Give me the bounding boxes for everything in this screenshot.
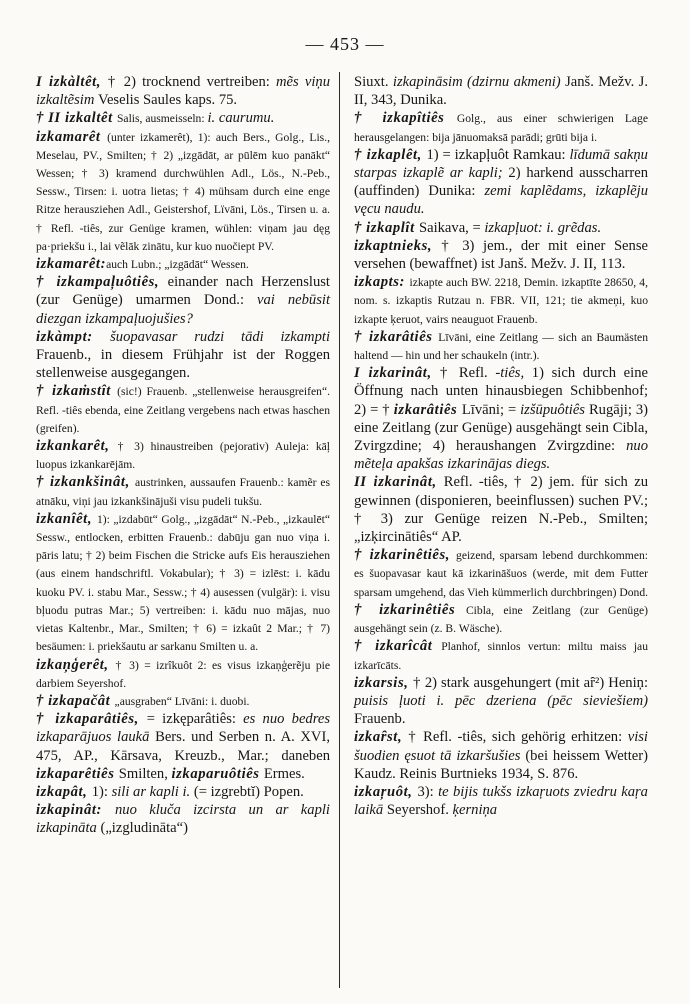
entry-headword: izkankarêt, (36, 438, 118, 455)
entry-text: Planhof, sinnlos vertun: miltu maiss jau izkarīcāts. (354, 640, 648, 672)
entry-text: Cibla, eine Zeitlang (zur Genüge) ausgehängt sein (z. B. Wäsche). (354, 603, 648, 636)
entry-headword: izkaptnieks, (354, 237, 442, 254)
entry-text: Frauenb., in diesem Frühjahr ist der Roggen stellenweise ausgegangen. (36, 347, 330, 382)
entry-headword: I izkàltêt, (36, 74, 108, 90)
dictionary-entry (354, 109, 648, 145)
dictionary-entry (354, 364, 648, 473)
entry-text: Bers. und Serben n. A. XVI, 475, AP., Kārsava, Kreuzb., Mar.; daneben (36, 729, 330, 764)
dictionary-entry (354, 73, 648, 109)
dictionary-entry (36, 255, 330, 273)
entry-headword: izkarsis, (354, 674, 414, 691)
entry-headword: izkapinât: (36, 802, 115, 819)
dictionary-entry (354, 546, 648, 601)
entry-headword: † II izkaltêt (36, 110, 117, 127)
entry-headword: izkaparuôtiês (171, 765, 264, 782)
entry-text: šuopavasar rudzi tādi izkampti (110, 328, 330, 345)
entry-text: (bei heissem Wetter) Kaudz. Reinis Burtnieks 1934, S. 876. (354, 747, 648, 782)
entry-text: Seyershof. (386, 802, 453, 819)
entry-text: nuo mẽteļa apakšas izkarinājas diegs. (354, 438, 648, 473)
entry-text: sili ar kapli i. (111, 783, 194, 800)
entry-text: = izkęparâtiês: (146, 711, 244, 728)
dictionary-entry (36, 510, 330, 656)
entry-headword: † izkaṁstît (36, 383, 118, 400)
entry-text: (sic!) Frauenb. „stellenweise herausgreifen“. Refl. -tiês ebenda, eine Zeitlang vergebens nach etwas haschen (greifen). (36, 385, 330, 435)
dictionary-entry (354, 146, 648, 219)
entry-text: † Refl. (439, 365, 496, 382)
entry-text: izšūpuôtiês (520, 401, 589, 418)
entry-text: † 3) jem., der mit einer Sense versehen (bewaffnet) ist Janš. Mežv. J. II, 113. (354, 237, 648, 273)
entry-text: einander nach Herzenslust (zur Genüge) umarmen Dond.: (36, 274, 330, 309)
entry-text: † 2) stark ausgehungert (mit aȓ²) Heniņ: (413, 674, 649, 691)
entry-headword: izkaȓst, (354, 729, 409, 746)
entry-text: austrinken, aussaufen Frauenb.: kamẽr es atnāku, viņi jau izkankšinājuši visu pudeli tukšu. (36, 476, 330, 508)
entry-text: i. caurumu. (207, 110, 275, 127)
entry-text: Līvāni; = (461, 401, 521, 418)
entry-text: vai nebūsit diezgan izkampaļuojušies? (36, 292, 331, 327)
right-column (354, 73, 648, 819)
entry-headword: † izkaparâtiês, (36, 711, 147, 728)
entry-text: visi šuodien ęsuot tā izkaršušies (354, 729, 648, 764)
entry-text: geizend, sparsam lebend durchkommen: es šuopavasar kaut kā izkarināšuos (werde, mit dem Futter sparsam umgehend, das Vieh kümmerlich durchbringen) Dond. (354, 549, 649, 599)
entry-headword: † izkapačât (36, 692, 115, 709)
entry-text: („izgludināta“) (100, 820, 188, 837)
entry-text: Refl. -tiês, † 2) jem. für sich zu gewinnen (disponieren, beeinflussen) suchen PV.; † 3) zur Genüge reizen N.-Peb., Smilten; „izķircinātiês“ AP. (354, 474, 649, 546)
entry-text: 2) harkend ausscharren (auffinden) Dunika: (354, 165, 648, 200)
entry-headword: † izkarinêtiês, (354, 547, 457, 564)
dictionary-entry (36, 473, 330, 509)
entry-headword: † izkarinêtiês (354, 601, 466, 618)
dictionary-entry (354, 783, 648, 819)
entry-text: (unter izkamerêt), 1): auch Bers., Golg., Lis., Meselau, PV., Smilten; † 2) „izgādāt, ar pūlēm kuo panākt“ Wessen; † 3) kramend durchwühlen Adl., Lös., N.-Peb., Sessw., Tirsen: i. uotra lietas; † 4) mühsam durch eine enge Ritze herausziehen Adl., Geistershof, Lïvāni, Lös., Tirsen u. a. † Refl. -tiês, zur Genüge kramen, wühlen: viņam jau dęg pa·priekšu i., lai vẽlāk zinātu, kur kuo nuočiept PV. (36, 130, 330, 253)
entry-text: zemi kaplẽdams, izkaplẽju vęcu naudu. (354, 183, 648, 218)
entry-text: te bijis tukšs izkaŗuots zviedru kaŗa laikā (354, 783, 648, 819)
dictionary-entry (354, 674, 648, 729)
dictionary-entry (354, 473, 648, 546)
entry-text: Golg., aus einer schwierigen Lage herausgelangen: bija jānuomaksā parādi; grūti bija i. (354, 112, 649, 144)
entry-headword: izkapts: (354, 274, 410, 291)
entry-headword: † izkaplêt, (354, 146, 427, 163)
entry-text: 1): (91, 783, 112, 800)
entry-text: † Refl. -tiês, sich gehörig erhitzen: (408, 729, 628, 746)
dictionary-entry (354, 637, 648, 673)
entry-headword: † izkaplît (354, 219, 419, 236)
entry-text: puisis ļuoti i. pēc dzeriena (pēc sieviešiem) (354, 692, 648, 709)
entry-text: (= izgrebtĭ) Popen. (193, 783, 304, 800)
entry-headword: † izkampaļuôtiês, (36, 274, 168, 291)
entry-text: Rugāji; 3) eine Zeitlang (zur Genüge) ausgehängt sein Cibla, Zvirgzdine; 4) heraushangen Zvirgzdine: (354, 401, 648, 455)
entry-headword: izkaŗuôt, (354, 783, 418, 800)
entry-text: -tiês, (495, 365, 532, 382)
entry-text: Saikava, = (418, 219, 485, 236)
entry-headword: izkaņģerêt, (36, 656, 116, 673)
entry-text: † 3) = izrîkuôt 2: es visus izkaņģerẽju pie darbiem Seyershof. (36, 658, 330, 690)
dictionary-entry (36, 73, 330, 109)
entry-headword: II izkarinât, (354, 474, 444, 491)
entry-text: Frauenb. (354, 711, 406, 728)
entry-text: † 2) trocknend vertreiben: (107, 74, 277, 90)
left-column (36, 73, 330, 838)
dictionary-entry (36, 328, 330, 383)
entry-headword: izkàmpt: (36, 328, 111, 345)
entry-text: nuo kluča izcirsta un ar kapli izkapināta (36, 802, 330, 837)
entry-text: 1) sich durch eine Öffnung nach unten hinausbiegen Schibbenhof; 2) = † (354, 365, 648, 418)
page-number: — 453 — (305, 34, 385, 54)
entry-headword: izkamarêt: (36, 256, 107, 273)
dictionary-entry (354, 601, 648, 637)
entry-text: 1) = izkapļuôt Ramkau: (426, 146, 570, 163)
dictionary-entry (36, 710, 330, 783)
entry-headword: izkarâtiês (393, 401, 462, 418)
entry-text: izkapināsim (dzirnu akmeni) (392, 74, 566, 90)
dictionary-entry (354, 728, 648, 783)
dictionary-entry (354, 328, 648, 364)
entry-headword: I izkarinât, (354, 365, 440, 382)
entry-headword: izkamarêt (36, 128, 108, 145)
entry-headword: † izkarâtiês (354, 328, 439, 345)
entry-text: 1): „izdabūt“ Golg., „izgādāt“ N.-Peb., „izkaulēt“ Sessw., entlocken, erbitten Frauenb.: dabūju gan nuo viņa i. pāris latu; † 2) beim Fischen die Stricke aufs Eis herausziehen (aus einem handschriftl. Vokabular); † 3) = izlēst: i. kādu kuoku PV. i. stabu Mar., Sessw.; † 4) ausessen (vulgär): i. visu bļuodu putras Mar.; 5) vertreiben: i. kādu nuo mājas, nuo vietas Kaltenbr., Mar., Smilten; † 6) = izkaût 2 Mar.; † 7) besäumen: i. priekšautu ar sarkanu Smilten u. a. (36, 512, 331, 654)
column-divider (339, 72, 340, 988)
dictionary-entry (36, 692, 330, 710)
dictionary-entry (36, 783, 330, 801)
entry-text: Ermes. (263, 765, 305, 782)
entry-text: „ausgraben“ Līvāni: i. duobi. (114, 694, 250, 708)
entry-text: † 3) hinaustreiben (pejorativ) Auleja: kāļ luopus izkankarējām. (36, 440, 331, 472)
entry-text: 3): (417, 783, 439, 800)
entry-text: izkapļuot: i. grẽdas. (484, 219, 602, 236)
entry-text: auch Lubn.; „izgādāt“ Wessen. (106, 258, 249, 272)
dictionary-entry (36, 109, 330, 127)
entry-text: es nuo bedres izkaparājuos laukā (36, 711, 331, 746)
entry-headword: izkanîêt, (36, 510, 97, 527)
dictionary-entry (36, 801, 330, 837)
entry-text: mẽs viņu izkaltẽsim (36, 74, 330, 109)
entry-headword: † izkapîtiês (354, 110, 457, 127)
dictionary-entry (354, 237, 648, 273)
entry-text: līdumā sakņu starpas izkaplẽ ar kapli; (354, 146, 648, 182)
dictionary-entry (36, 273, 330, 328)
entry-headword: † izkarîcât (354, 638, 442, 655)
dictionary-entry (354, 273, 648, 328)
entry-text: Līvāni, eine Zeitlang — sich an Baumästen haltend — hin und her schaukeln (intr.). (354, 330, 648, 363)
entry-text: Salis, ausmeisseln: (116, 112, 208, 126)
dictionary-entry (354, 219, 648, 237)
entry-text: Veselis Saules kaps. 75. (98, 92, 238, 109)
entry-text: ķerniņa (452, 802, 498, 819)
entry-text: izkapte auch BW. 2218, Demin. izkaptīte 28650, 4, nom. s. izkaptis Rutzau n. FBR. VII, 121; tie akmeņi, kuo izkapte ķeruot, vairs neauguot Frauenb. (354, 276, 648, 326)
entry-text: Smilten, (118, 765, 172, 782)
dictionary-entry (36, 128, 330, 255)
entry-text: Janš. Mežv. J. II, 343, Dunika. (354, 74, 648, 109)
dictionary-entry (36, 437, 330, 473)
entry-text: Siuxt. (354, 74, 393, 90)
dictionary-entry (36, 656, 330, 692)
entry-headword: izkapât, (36, 783, 92, 800)
entry-headword: izkaparêtiês (36, 765, 119, 782)
dictionary-entry (36, 382, 330, 437)
entry-headword: † izkankšinât, (36, 474, 135, 491)
